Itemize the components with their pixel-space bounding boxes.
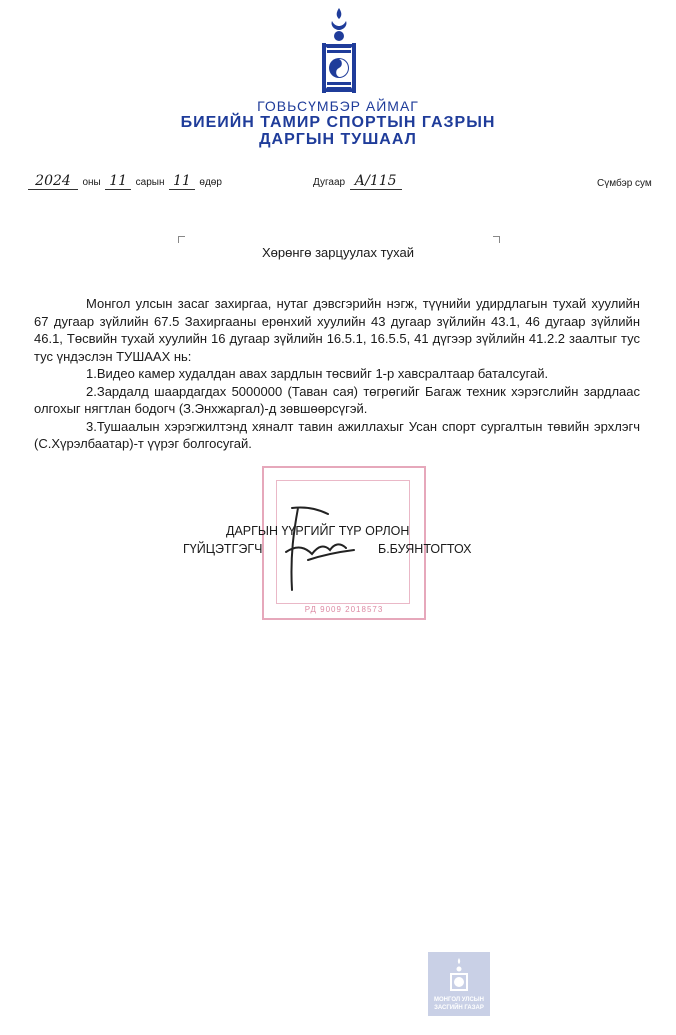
order-number-value: А/115 [350, 173, 402, 190]
document-body [34, 295, 640, 453]
order-number-label: Дугаар [313, 177, 346, 188]
document-type: ДАРГЫН ТУШААЛ [259, 131, 417, 148]
date-year: 2024 [28, 173, 78, 190]
date-month-suffix: сарын [135, 177, 165, 188]
date-day: 11 [169, 173, 195, 190]
order-item-1: 1.Видео камер худалдан авах зардлын төсвийг 1-р хавсралтаар баталсугай. [86, 366, 549, 381]
signatory-title-line2: ГҮЙЦЭТГЭГЧ [183, 542, 263, 556]
soyombo-emblem-icon [318, 6, 360, 98]
title-corner-right [493, 236, 500, 243]
order-item-3: 3.Тушаалын хэрэгжилтэнд хяналт тавин ажиллахыг Усан спорт сургалтын төвийн эрхлэгч (С.Хүрэлбаатар)-т үүрэг болгосугай. [34, 418, 640, 451]
footer-line1: МОНГОЛ УЛСЫН [434, 997, 484, 1003]
aimag-name: ГОВЬСҮМБЭР АЙМАГ [257, 98, 419, 114]
date-year-suffix: оны [82, 177, 101, 188]
order-number [313, 172, 402, 192]
signatory-name: Б.БУЯНТОГТОХ [378, 542, 472, 556]
order-item-2: 2.Зардалд шаардагдах 5000000 (Таван сая) төгрөгийг Багаж техник хэрэгслийн зардлаас олгохыг нягтлан бодогч (З.Энхжаргал)-д зөвшөөрсүгэй. [34, 383, 640, 416]
date-month: 11 [105, 173, 131, 190]
signatory-title-line1: ДАРГЫН ҮҮРГИЙГ ТҮР ОРЛОН [226, 524, 410, 538]
footer-soyombo-icon [449, 958, 469, 992]
issue-place: Сүмбэр сум [597, 178, 652, 189]
paragraph-intro: Монгол улсын засаг захиргаа, нутаг дэвсгэрийн нэгж, түүнийи удирдлагын тухай хуулийн 67 дугаар зүйлийн 67.5 Захиргааны ерөнхий хуулийн 43 дугаар зүйлийн 43.1, 46 дугаар зүйлийн 46.1, Төсвийн тухай хуулийн 16 дугаар зүйлийн 16.5.1, 16.5.5, 41 дүгээр зүйлийн 41.2.2 заалтыг тус тус үндэслэн ТУШААХ нь: [34, 296, 640, 364]
handwritten-signature [268, 500, 378, 600]
organization-name: БИЕИЙН ТАМИР СПОРТЫН ГАЗРЫН [180, 114, 496, 131]
document-title: Хөрөнгө зарцуулах тухай [261, 245, 415, 260]
date-day-suffix: өдөр [199, 177, 222, 188]
footer-line2: ЗАСГИЙН ГАЗАР [434, 1005, 484, 1011]
footer-government-logo [428, 952, 490, 1016]
date-line [28, 172, 238, 192]
stamp-text: РД 9009 2018573 [304, 605, 384, 614]
title-corner-left [178, 236, 185, 243]
